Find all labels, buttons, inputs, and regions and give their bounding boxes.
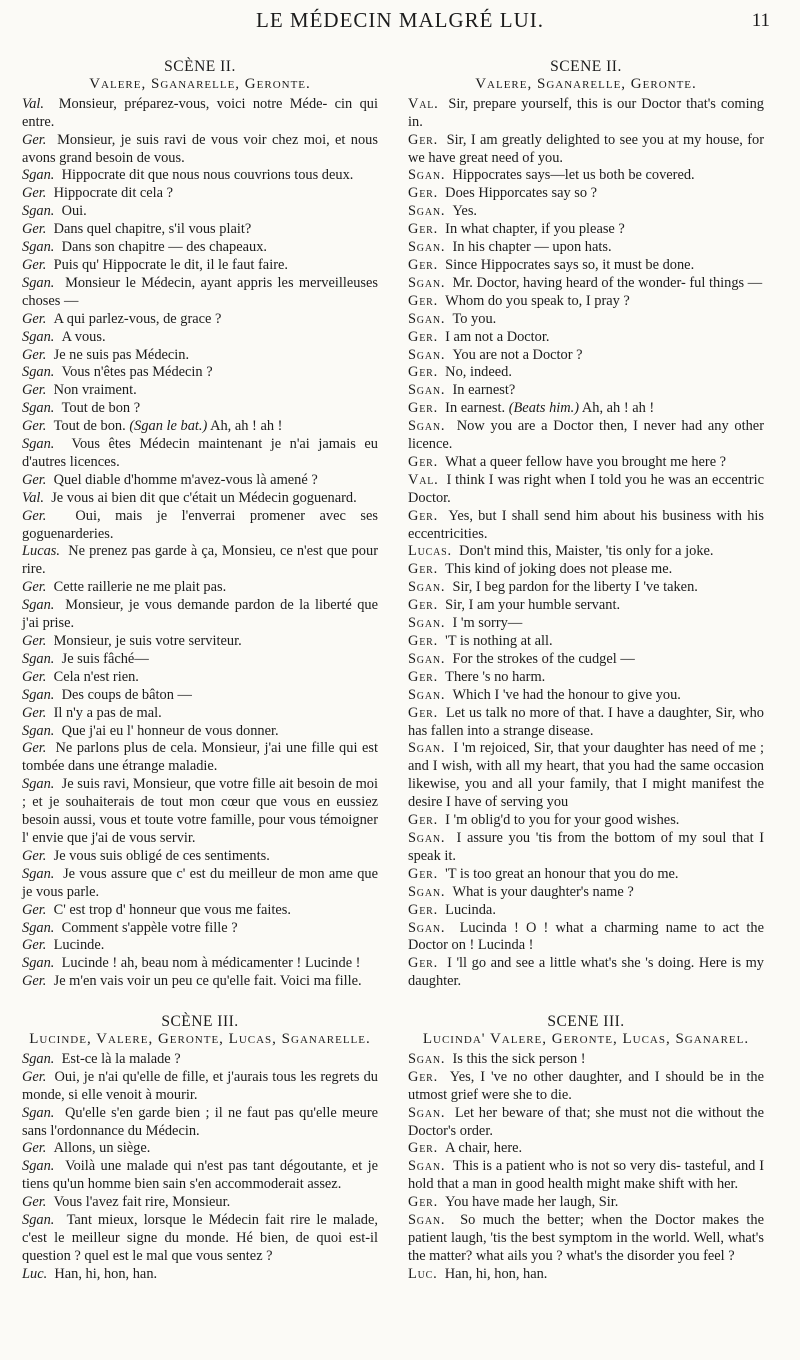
dialogue-line — [22, 920, 378, 938]
line-text: 'T is too great an honour that you do me. — [445, 865, 679, 882]
speaker-name: Ger. — [408, 328, 438, 345]
dialogue-line — [408, 740, 764, 812]
speaker-name: Lucas. — [408, 543, 452, 560]
line-text: Dans son chapitre — des chapeaux. — [61, 239, 267, 256]
cast-list: Lucinda' Valere, Geronte, Lucas, Sganarel. — [422, 1031, 750, 1048]
dialogue — [408, 1051, 764, 1284]
line-text: Sir, I am greatly delighted to see you at my house, for we have great need of you. — [408, 131, 764, 166]
speaker-name: Ger. — [408, 507, 438, 524]
speaker-name: Sgan. — [408, 274, 446, 291]
speaker-name: Ger. — [408, 668, 438, 685]
speaker-name: Ger. — [22, 471, 47, 488]
dialogue-line — [22, 705, 378, 723]
speaker-name: Sgan. — [22, 167, 55, 184]
speaker-name: Ger. — [22, 1140, 47, 1157]
dialogue-line — [408, 382, 764, 400]
speaker-name: Ger. — [22, 668, 47, 685]
line-text: Puis qu' Hippocrate le dit, il le faut faire. — [53, 256, 288, 273]
line-text: Quel diable d'homme m'avez-vous là amené ? — [53, 471, 318, 488]
dialogue-line — [408, 955, 764, 991]
dialogue-line — [22, 866, 378, 902]
dialogue-line — [22, 221, 378, 239]
dialogue-line — [408, 364, 764, 382]
cast-list: Lucinde, Valere, Geronte, Lucas, Sganarelle. — [29, 1031, 371, 1048]
english-column — [408, 58, 764, 1284]
speaker-name: Ger. — [408, 131, 438, 148]
speaker-name: Ger. — [22, 346, 47, 363]
speaker-name: Lucas. — [22, 543, 60, 560]
speaker-name: Sgan. — [408, 1212, 446, 1229]
dialogue-line — [408, 651, 764, 669]
dialogue-line — [408, 185, 764, 203]
line-text: Monsieur, je suis ravi de vous voir chez moi, et nous avons grand besoin de vous. — [22, 131, 378, 166]
line-text: To you. — [452, 310, 497, 327]
dialogue-line — [408, 1194, 764, 1212]
dialogue-line — [408, 1105, 764, 1141]
speaker-name: Ger. — [408, 400, 438, 417]
dialogue-line — [408, 543, 764, 561]
cast-list: Valere, Sganarelle, Geronte. — [89, 75, 311, 92]
line-text: Que j'ai eu l' honneur de vous donner. — [61, 722, 279, 739]
speaker-name: Sgan. — [22, 776, 55, 793]
line-text: Je vous assure que c' est du meilleur de mon ame que je vous parle. — [22, 865, 378, 900]
dialogue-line — [22, 597, 378, 633]
cast-list: Valere, Sganarelle, Geronte. — [475, 75, 697, 92]
line-text: A qui parlez-vous, de grace ? — [53, 310, 222, 327]
dialogue-line — [408, 597, 764, 615]
line-text: Est-ce là la malade ? — [61, 1050, 181, 1067]
line-text: Cela n'est rien. — [53, 668, 139, 685]
dialogue-line — [22, 239, 378, 257]
dialogue-line — [408, 257, 764, 275]
line-text: Dans quel chapitre, s'il vous plait? — [53, 221, 252, 238]
dialogue-line — [22, 167, 378, 185]
speaker-name: Ger. — [408, 364, 438, 381]
dialogue-line — [408, 1051, 764, 1069]
dialogue-line — [22, 436, 378, 472]
dialogue-line — [408, 830, 764, 866]
speaker-name: Sgan. — [408, 167, 446, 184]
line-text: Oui, mais je l'enverrai promener avec ses goguenarderies. — [22, 507, 378, 542]
line-text: What a queer fellow have you brought me here ? — [445, 453, 727, 470]
speaker-name: Ger. — [408, 292, 438, 309]
dialogue-line — [408, 454, 764, 472]
line-text: In what chapter, if you please ? — [445, 221, 625, 238]
speaker-name: Ger. — [408, 256, 438, 273]
speaker-name: Sgan. — [408, 829, 446, 846]
line-text: I think I was right when I told you he was an eccentric Doctor. — [408, 471, 764, 506]
dialogue-line — [408, 884, 764, 902]
dialogue-line — [408, 96, 764, 132]
scene-heading: SCÈNE III. — [161, 1013, 239, 1031]
speaker-name: Ger. — [22, 1068, 47, 1085]
line-text: Let her beware of that; she must not die without the Doctor's order. — [408, 1104, 764, 1139]
line-text: Tant mieux, lorsque le Médecin fait rire le malade, c'est le meilleur signe du monde. Hé bien, de quoi est-il question ? quel est le mal que vous sentez ? — [22, 1212, 378, 1264]
line-text: Je suis ravi, Monsieur, que votre fille ait besoin de moi ; et je souhaiterais de tout mon cœur que vous en eussiez besoin aussi, vous et toute votre famille, pour vous témoigner l' envie que j'ai de vous servir. — [22, 776, 378, 846]
line-text: Now you are a Doctor then, I never had any other licence. — [408, 418, 764, 453]
line-text: I 'm oblig'd to you for your good wishes. — [445, 812, 680, 829]
speaker-name: Luc. — [22, 1265, 48, 1282]
dialogue-line — [408, 812, 764, 830]
speaker-name: Ger. — [22, 937, 47, 954]
speaker-name: Sgan. — [408, 919, 446, 936]
speaker-name: Ger. — [408, 1194, 438, 1211]
dialogue-line — [22, 1212, 378, 1266]
speaker-name: Ger. — [408, 1140, 438, 1157]
speaker-name: Ger. — [408, 597, 438, 614]
line-text: Whom do you speak to, I pray ? — [445, 292, 630, 309]
line-text: Hippocrate dit cela ? — [53, 185, 174, 202]
speaker-name: Ger. — [22, 901, 47, 918]
dialogue-line — [22, 311, 378, 329]
line-text: Oui. — [61, 203, 87, 220]
speaker-name: Ger. — [22, 507, 47, 524]
speaker-name: Ger. — [408, 221, 438, 238]
speaker-name: Sgan. — [22, 1050, 55, 1067]
speaker-name: Sgan. — [408, 883, 446, 900]
dialogue-line — [408, 311, 764, 329]
speaker-name: Val. — [22, 489, 44, 506]
line-text: Allons, un siège. — [53, 1140, 151, 1157]
line-text: Sir, prepare yourself, this is our Doctor that's coming in. — [408, 95, 764, 130]
line-text: 'T is nothing at all. — [445, 633, 553, 649]
line-text: Yes, but I shall send him about his business with his eccentricities. — [408, 507, 764, 542]
speaker-name: Ger. — [22, 185, 47, 202]
line-text: Voilà une malade qui n'est pas tant dégoutante, et je tiens qu'un homme bien sain s'en accommoderait assez. — [22, 1158, 378, 1193]
dialogue-line — [22, 185, 378, 203]
speaker-name: Sgan. — [408, 418, 446, 435]
dialogue-line — [408, 866, 764, 884]
line-text: Vous êtes Médecin maintenant je n'ai jamais eu d'autres licences. — [22, 436, 378, 470]
line-text: Lucinde. — [53, 937, 105, 954]
dialogue-line — [408, 705, 764, 741]
line-text: Qu'elle s'en garde bien ; il ne faut pas qu'elle meure sans l'ordonnance du Médecin. — [22, 1104, 379, 1139]
dialogue-line — [408, 561, 764, 579]
line-text: Il n'y a pas de mal. — [53, 704, 162, 721]
speaker-name: Ger. — [22, 847, 47, 864]
dialogue-line — [22, 902, 378, 920]
speaker-name: Ger. — [22, 633, 47, 649]
speaker-name: Ger. — [22, 256, 47, 273]
dialogue-line — [22, 848, 378, 866]
line-text: Lucinda. — [445, 901, 496, 918]
line-text: Ah, ah ! ah ! — [210, 418, 283, 435]
speaker-name: Ger. — [408, 1068, 438, 1085]
speaker-name: Sgan. — [408, 615, 446, 632]
dialogue-line — [22, 275, 378, 311]
dialogue-line — [408, 615, 764, 633]
speaker-name: Sgan. — [408, 650, 446, 667]
line-text: Don't mind this, Maister, 'tis only for a joke. — [459, 543, 714, 560]
dialogue-line — [22, 669, 378, 687]
dialogue-line — [408, 329, 764, 347]
speaker-name: Sgan. — [408, 579, 446, 596]
speaker-name: Ger. — [22, 973, 47, 990]
line-text: Hippocrate dit que nous nous couvrions tous deux. — [61, 167, 354, 184]
line-text: Je m'en vais voir un peu ce qu'elle fait. Voici ma fille. — [53, 973, 362, 990]
speaker-name: Sgan. — [22, 436, 55, 453]
line-text: Comment s'appèle votre fille ? — [61, 919, 238, 936]
scene-heading: SCENE II. — [550, 58, 622, 75]
speaker-name: Ger. — [22, 1194, 47, 1211]
line-text: Han, hi, hon, han. — [444, 1265, 548, 1282]
dialogue-line — [408, 400, 764, 418]
dialogue-line — [22, 400, 378, 418]
speaker-name: Sgan. — [22, 400, 55, 417]
speaker-name: Sgan. — [22, 203, 55, 220]
dialogue-line — [22, 257, 378, 275]
line-text: Does Hipporcates say so ? — [445, 185, 598, 202]
line-text: This kind of joking does not please me. — [445, 561, 673, 578]
line-text: A chair, here. — [445, 1140, 523, 1157]
speaker-name: Sgan. — [408, 239, 446, 256]
speaker-name: Ger. — [408, 561, 438, 578]
dialogue-line — [22, 651, 378, 669]
dialogue-line — [22, 382, 378, 400]
speaker-name: Sgan. — [408, 203, 446, 220]
running-title: LE MÉDECIN MALGRÉ LUI. — [256, 8, 544, 32]
speaker-name: Sgan. — [22, 650, 55, 667]
dialogue-line — [408, 1212, 764, 1266]
scene-heading: SCENE III. — [547, 1013, 625, 1031]
dialogue-line — [408, 920, 764, 956]
dialogue — [22, 96, 378, 991]
speaker-name: Sgan. — [408, 382, 446, 399]
dialogue-line — [22, 203, 378, 221]
line-text: Je vous suis obligé de ces sentiments. — [53, 847, 270, 864]
speaker-name: Sgan. — [22, 1104, 55, 1121]
speaker-name: Sgan. — [22, 686, 55, 703]
line-text: Sir, I beg pardon for the liberty I 've taken. — [452, 579, 698, 596]
dialogue-line — [408, 687, 764, 705]
line-text: In earnest. — [445, 400, 506, 417]
line-text: Je vous ai bien dit que c'était un Médecin goguenard. — [51, 489, 357, 506]
dialogue-line — [408, 508, 764, 544]
dialogue-line — [22, 490, 378, 508]
line-text: In earnest? — [452, 382, 516, 399]
dialogue-line — [22, 1194, 378, 1212]
dialogue-line — [22, 1105, 378, 1141]
dialogue-line — [22, 508, 378, 544]
page-number: 11 — [751, 10, 770, 31]
line-text: Let us talk no more of that. I have a daughter, Sir, who has fallen into a strange disease. — [408, 704, 765, 739]
speaker-name: Ger. — [408, 901, 438, 918]
line-text: Yes, I 've no other daughter, and I should be in the utmost grief were she to die. — [408, 1068, 764, 1103]
line-text: Vous n'êtes pas Médecin ? — [61, 364, 213, 381]
dialogue-line — [22, 723, 378, 741]
dialogue-line — [22, 1266, 378, 1284]
speaker-name: Sgan. — [408, 1158, 446, 1175]
dialogue-line — [408, 579, 764, 597]
speaker-name: Sgan. — [22, 597, 55, 614]
dialogue-line — [408, 167, 764, 185]
stage-direction: (Beats him.) — [508, 400, 580, 417]
line-text: I 'm sorry— — [452, 615, 523, 632]
line-text: In his chapter — upon hats. — [452, 239, 612, 256]
line-text: Yes. — [452, 203, 478, 220]
speaker-name: Ger. — [22, 310, 47, 327]
line-text: Tout de bon. — [53, 418, 126, 435]
line-text: Which I 've had the honour to give you. — [452, 686, 681, 703]
line-text: I am not a Doctor. — [445, 328, 550, 345]
speaker-name: Sgan. — [408, 346, 446, 363]
speaker-name: Ger. — [408, 812, 438, 829]
dialogue-line — [408, 347, 764, 365]
speaker-name: Sgan. — [22, 919, 55, 936]
line-text: Ne prenez pas garde à ça, Monsieu, ce n'est que pour rire. — [22, 543, 378, 578]
line-text: Monsieur, je suis votre serviteur. — [53, 633, 242, 649]
line-text: You have made her laugh, Sir. — [445, 1194, 619, 1211]
speaker-name: Sgan. — [22, 865, 55, 882]
speaker-name: Sgan. — [22, 274, 55, 291]
speaker-name: Sgan. — [22, 1158, 55, 1175]
dialogue-line — [22, 329, 378, 347]
speaker-name: Luc. — [408, 1265, 438, 1282]
line-text: I 'm rejoiced, Sir, that your daughter has need of me ; and I wish, with all my heart, that you had the same occasion likewise, you and all your family, that I might manifest the desire I have of serving you — [408, 740, 764, 811]
dialogue-line — [22, 543, 378, 579]
dialogue-line — [22, 740, 378, 776]
line-text: Lucinda ! O ! what a charming name to act the Doctor on ! Lucinda ! — [408, 919, 764, 954]
speaker-name: Val. — [408, 471, 439, 488]
dialogue-line — [22, 132, 378, 168]
speaker-name: Ger. — [22, 382, 47, 399]
dialogue-line — [408, 1266, 764, 1284]
speaker-name: Ger. — [408, 955, 438, 972]
line-text: Je suis fâché— — [61, 650, 149, 667]
speaker-name: Ger. — [408, 704, 438, 721]
speaker-name: Sgan. — [22, 955, 55, 972]
dialogue-line — [408, 669, 764, 687]
speaker-name: Sgan. — [22, 328, 55, 345]
dialogue-line — [22, 364, 378, 382]
dialogue-line — [408, 472, 764, 508]
dialogue-line — [22, 579, 378, 597]
speaker-name: Sgan. — [22, 722, 55, 739]
dialogue-line — [22, 687, 378, 705]
dialogue-line — [408, 633, 764, 651]
dialogue-line — [22, 1051, 378, 1069]
dialogue-line — [408, 239, 764, 257]
speaker-name: Ger. — [22, 131, 47, 148]
dialogue-line — [22, 472, 378, 490]
line-text: I 'll go and see a little what's she 's doing. Here is my daughter. — [408, 955, 765, 990]
dialogue-line — [22, 937, 378, 955]
speaker-name: Val. — [408, 95, 439, 112]
speaker-name: Sgan. — [408, 1050, 446, 1067]
line-text: Tout de bon ? — [61, 400, 141, 417]
dialogue-line — [408, 902, 764, 920]
dialogue-line — [408, 1158, 764, 1194]
dialogue-line — [408, 132, 764, 168]
line-text: This is a patient who is not so very dis- tasteful, and I hold that a man in good health might make shift with her. — [408, 1158, 764, 1193]
dialogue-line — [408, 203, 764, 221]
speaker-name: Sgan. — [408, 740, 446, 757]
dialogue-line — [22, 418, 378, 436]
dialogue-line — [22, 955, 378, 973]
line-text: A vous. — [61, 328, 106, 345]
speaker-name: Ger. — [22, 418, 47, 435]
speaker-name: Sgan. — [22, 239, 55, 256]
speaker-name: Ger. — [408, 865, 438, 882]
speaker-name: Sgan. — [408, 686, 446, 703]
speaker-name: Sgan. — [22, 1212, 55, 1229]
speaker-name: Val. — [22, 95, 44, 112]
french-column — [22, 58, 378, 1284]
dialogue-line — [22, 96, 378, 132]
line-text: Non vraiment. — [53, 382, 137, 399]
speaker-name: Ger. — [408, 453, 438, 470]
scene-heading: SCÈNE II. — [164, 58, 236, 75]
dialogue-line — [22, 776, 378, 848]
line-text: C' est trop d' honneur que vous me faites. — [53, 901, 291, 918]
dialogue-line — [22, 1140, 378, 1158]
line-text: I assure you 'tis from the bottom of my soul that I speak it. — [408, 829, 764, 864]
line-text: Monsieur le Médecin, ayant appris les merveilleuses choses — — [22, 274, 378, 309]
dialogue-line — [22, 633, 378, 651]
speaker-name: Sgan. — [408, 1104, 446, 1121]
line-text: Je ne suis pas Médecin. — [53, 346, 190, 363]
line-text: What is your daughter's name ? — [452, 883, 634, 900]
line-text: Oui, je n'ai qu'elle de fille, et j'aurais tous les regrets du monde, si elle venoit à mourir. — [22, 1068, 378, 1103]
line-text: Cette raillerie ne me plait pas. — [53, 579, 227, 596]
dialogue-line — [22, 1069, 378, 1105]
speaker-name: Sgan. — [408, 310, 446, 327]
line-text: You are not a Doctor ? — [452, 346, 583, 363]
line-text: Mr. Doctor, having heard of the wonder- ful things — — [452, 274, 763, 291]
speaker-name: Ger. — [408, 185, 438, 202]
stage-direction: (Sgan le bat.) — [129, 418, 208, 435]
line-text: So much the better; when the Doctor makes the patient laugh, 'tis the best symptom in the world. Well, what's the matter? what ails you ? what's the disorder you feel ? — [408, 1212, 764, 1264]
line-text: No, indeed. — [445, 364, 512, 381]
dialogue-line — [22, 347, 378, 365]
speaker-name: Ger. — [22, 704, 47, 721]
speaker-name: Sgan. — [22, 364, 55, 381]
line-text: Since Hippocrates says so, it must be done. — [445, 256, 695, 273]
speaker-name: Ger. — [22, 221, 47, 238]
line-text: Sir, I am your humble servant. — [445, 597, 621, 614]
dialogue-line — [408, 1069, 764, 1105]
speaker-name: Ger. — [22, 740, 47, 757]
line-text: Lucinde ! ah, beau nom à médicamenter ! Lucinde ! — [61, 955, 361, 972]
line-text: Des coups de bâton — — [61, 686, 192, 703]
line-text: Is this the sick person ! — [452, 1050, 586, 1067]
dialogue — [408, 96, 764, 991]
dialogue-line — [408, 275, 764, 293]
line-text: Ne parlons plus de cela. Monsieur, j'ai une fille qui est tombée dans une étrange maladie. — [22, 740, 378, 775]
speaker-name: Ger. — [22, 579, 47, 596]
line-text: Monsieur, je vous demande pardon de la liberté que j'ai prise. — [22, 597, 378, 632]
dialogue-line — [408, 1140, 764, 1158]
dialogue-line — [408, 293, 764, 311]
dialogue-line — [22, 973, 378, 991]
speaker-name: Ger. — [408, 633, 438, 649]
line-text: Vous l'avez fait rire, Monsieur. — [53, 1194, 231, 1211]
dialogue-line — [22, 1158, 378, 1194]
line-text: Monsieur, préparez-vous, voici notre Méde- cin qui entre. — [22, 95, 378, 130]
dialogue-line — [408, 418, 764, 454]
line-text: Ah, ah ! ah ! — [581, 400, 655, 417]
line-text: Hippocrates says—let us both be covered. — [452, 167, 695, 184]
line-text: There 's no harm. — [445, 668, 546, 685]
line-text: Han, hi, hon, han. — [54, 1265, 158, 1282]
dialogue — [22, 1051, 378, 1284]
dialogue-line — [408, 221, 764, 239]
line-text: For the strokes of the cudgel — — [452, 650, 635, 667]
